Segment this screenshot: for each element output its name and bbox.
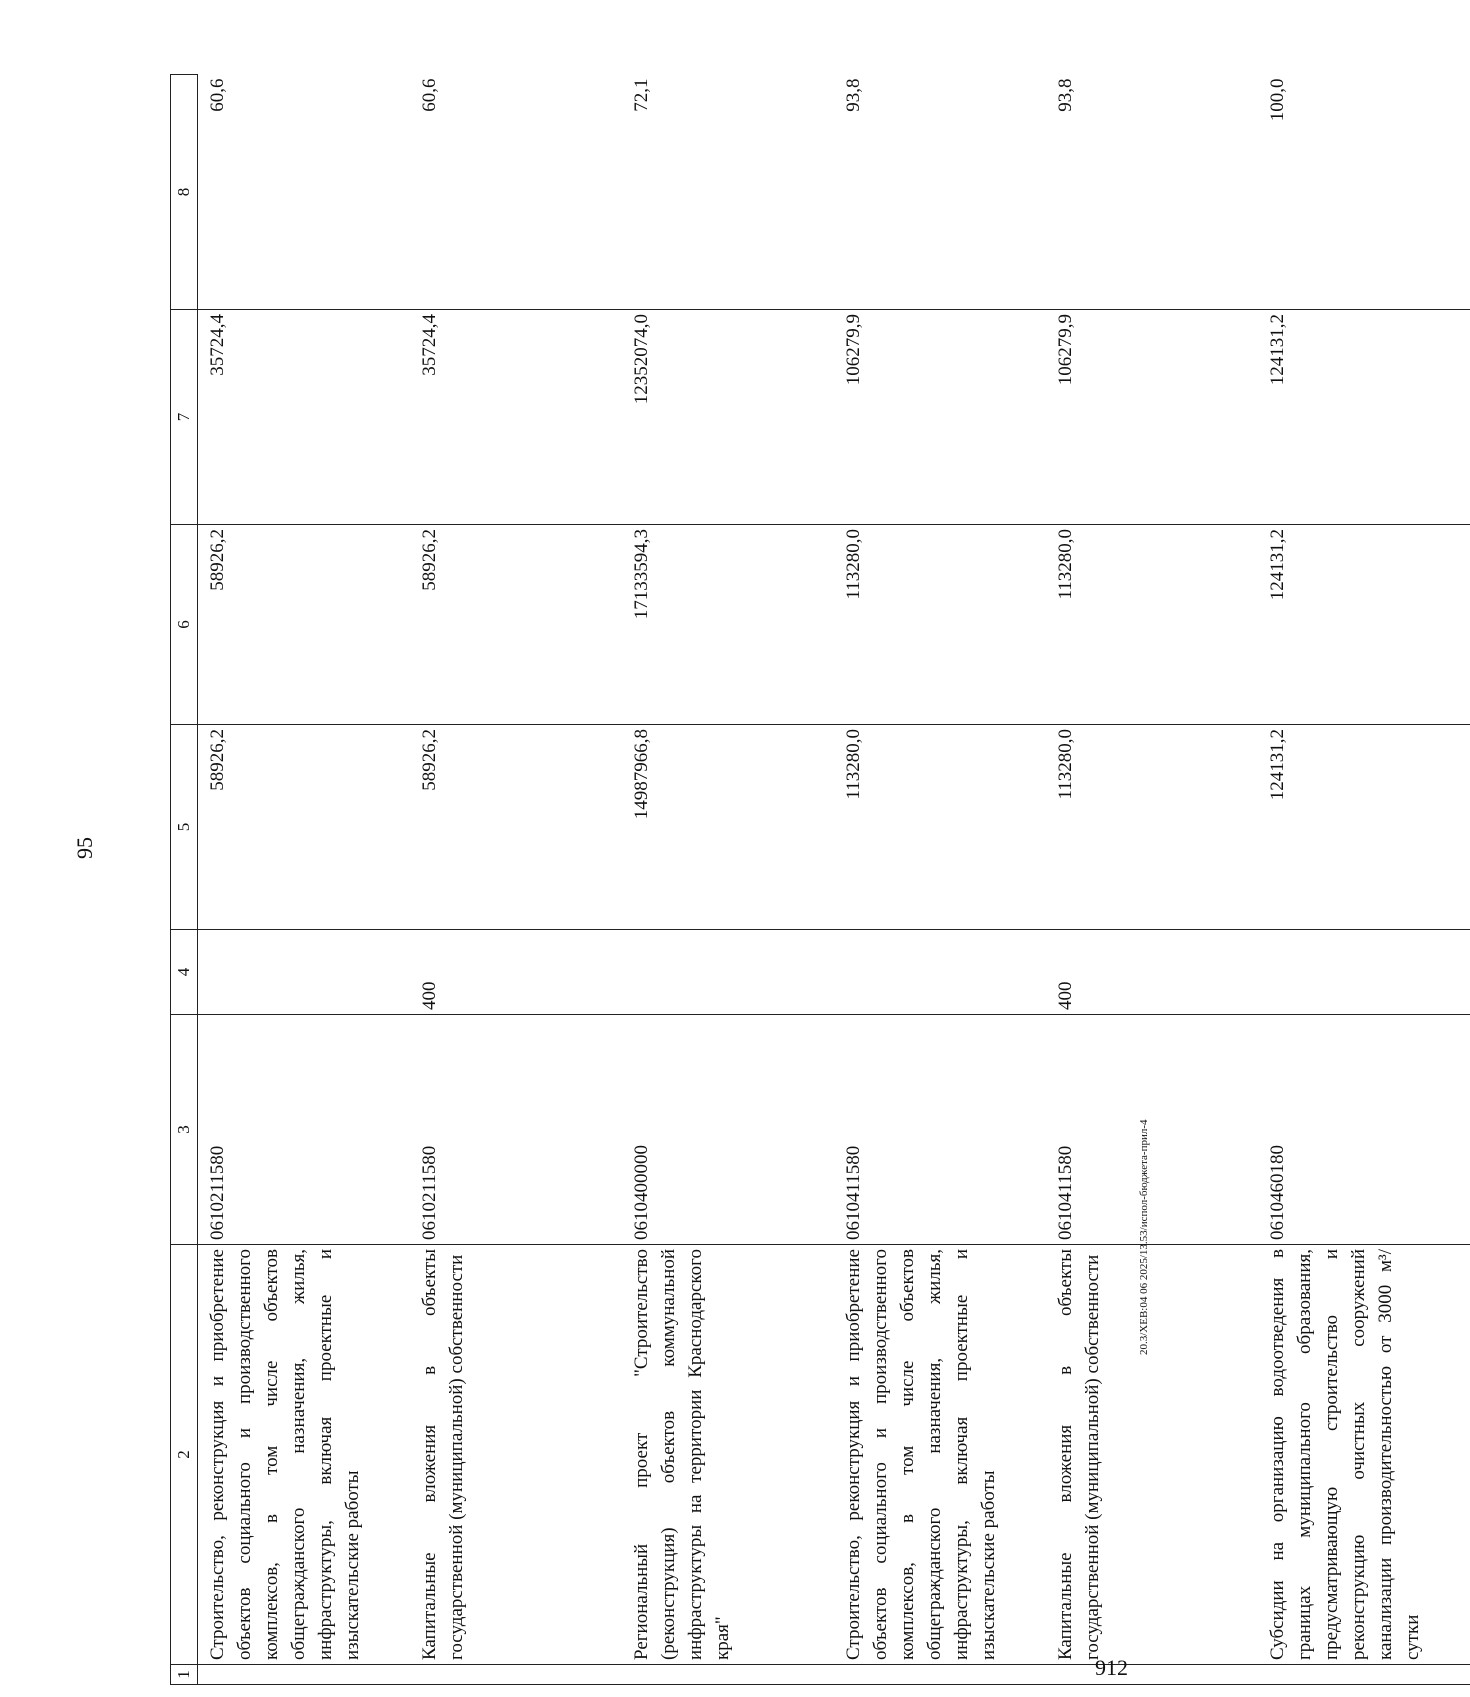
header-col-2: 2 (171, 1245, 198, 1665)
row-index-cell (1258, 1665, 1470, 1685)
row-expense-type (1258, 930, 1470, 1015)
row-value-5: 113280,0 (834, 725, 1046, 930)
header-col-8: 8 (171, 75, 198, 310)
row-expense-type: 400 (410, 930, 622, 1015)
row-value-8: 93,8 (1046, 75, 1258, 310)
header-col-5: 5 (171, 725, 198, 930)
row-value-8: 93,8 (834, 75, 1046, 310)
row-name: Региональный проект "Строительство (реконструкция) объектов коммунальной инфраструктуры на территории Краснодарского края" (622, 1245, 834, 1665)
row-value-6: 58926,2 (198, 525, 411, 725)
row-value-7: 12352074,0 (622, 310, 834, 525)
table-row (198, 75, 411, 1685)
row-value-8: 72,1 (622, 75, 834, 310)
row-target-code: 0610460180 (1258, 1015, 1470, 1245)
row-value-6: 124131,2 (1258, 525, 1470, 725)
row-target-code: 0610411580 (834, 1015, 1046, 1245)
row-name: Капитальные вложения в объекты государственной (муниципальной) собственности (410, 1245, 622, 1665)
page-number-top: 95 (72, 837, 97, 859)
row-index-cell (1046, 1665, 1258, 1685)
row-value-8: 100,0 (1258, 75, 1470, 310)
row-name: Строительство, реконструкция и приобретение объектов социального и производственного комплексов, в том числе объектов общегражданского назначения, жилья, инфраструктуры, включая проектные и изыскательские работы (198, 1245, 411, 1665)
row-target-code: 0610211580 (410, 1015, 622, 1245)
row-value-7: 106279,9 (1046, 310, 1258, 525)
row-value-7: 124131,2 (1258, 310, 1470, 525)
row-value-7: 35724,4 (410, 310, 622, 525)
table-row (622, 75, 834, 1685)
table-row (1046, 75, 1258, 1685)
row-value-6: 113280,0 (834, 525, 1046, 725)
header-col-1: 1 (171, 1665, 198, 1685)
row-target-code: 0610211580 (198, 1015, 411, 1245)
header-col-7: 7 (171, 310, 198, 525)
header-col-6: 6 (171, 525, 198, 725)
row-value-8: 60,6 (198, 75, 411, 310)
page-number-bottom: 912 (1095, 1655, 1128, 1680)
budget-table (170, 74, 1470, 1685)
table-row (410, 75, 622, 1685)
row-target-code: 0610400000 (622, 1015, 834, 1245)
header-row (171, 75, 198, 1685)
row-value-7: 106279,9 (834, 310, 1046, 525)
row-value-5: 124131,2 (1258, 725, 1470, 930)
row-index-cell (410, 1665, 622, 1685)
header-col-3: 3 (171, 1015, 198, 1245)
row-value-7: 35724,4 (198, 310, 411, 525)
row-value-6: 113280,0 (1046, 525, 1258, 725)
row-name: Субсидии на организацию водоотведения в границах муниципального образования, предусматривающую строительство и реконструкцию очистных сооружений канализации производительностью от 3000 м³/сутки (1258, 1245, 1470, 1665)
row-value-5: 113280,0 (1046, 725, 1258, 930)
row-index-cell (622, 1665, 834, 1685)
row-name: Строительство, реконструкция и приобретение объектов социального и производственного комплексов, в том числе объектов общегражданского назначения, жилья, инфраструктуры, включая проектные и изыскательские работы (834, 1245, 1046, 1665)
row-expense-type: 400 (1046, 930, 1258, 1015)
row-value-6: 58926,2 (410, 525, 622, 725)
row-value-6: 17133594,3 (622, 525, 834, 725)
rotated-table-area (170, 75, 1423, 1685)
footer-code: 20.3/XEB:04 06 2025/13.53/испол-бюджета-прил-4 (1138, 1119, 1150, 1355)
row-expense-type (622, 930, 834, 1015)
row-target-code: 0610411580 (1046, 1015, 1258, 1245)
row-expense-type (198, 930, 411, 1015)
row-value-5: 58926,2 (198, 725, 411, 930)
row-name: Капитальные вложения в объекты государственной (муниципальной) собственности (1046, 1245, 1258, 1665)
row-index-cell (834, 1665, 1046, 1685)
row-value-8: 60,6 (410, 75, 622, 310)
row-value-5: 14987966,8 (622, 725, 834, 930)
header-col-4: 4 (171, 930, 198, 1015)
table-row (834, 75, 1046, 1685)
row-expense-type (834, 930, 1046, 1015)
row-index-cell (198, 1665, 411, 1685)
row-value-5: 58926,2 (410, 725, 622, 930)
table-row (1258, 75, 1470, 1685)
